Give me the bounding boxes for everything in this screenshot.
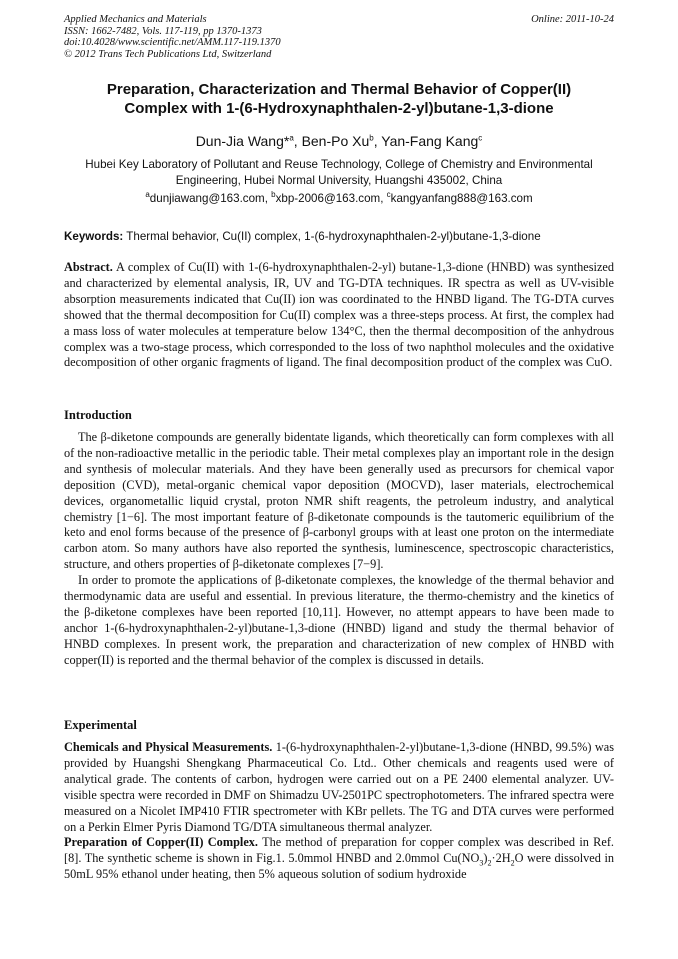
introduction-body <box>64 430 614 669</box>
keywords-text: Thermal behavior, Cu(II) complex, 1-(6-hydroxynaphthalen-2-yl)butane-1,3-dione <box>126 230 541 243</box>
author-1: Dun-Jia Wang* <box>195 133 290 149</box>
author-1-affil: a <box>289 133 294 143</box>
email-3-sup: c <box>386 190 391 200</box>
paper-title <box>64 80 614 118</box>
author-2: Ben-Po Xu <box>301 133 370 149</box>
introduction-heading: Introduction <box>64 408 132 422</box>
exp-paragraph-2 <box>64 835 614 883</box>
author-3: Yan-Fang Kang <box>381 133 479 149</box>
affiliation-line-2: Engineering, Hubei Normal University, Huangshi 435002, China <box>175 174 503 187</box>
intro-paragraph-1: The β-diketone compounds are generally bidentate ligands, which theoretically can form complexes with all of the non-radioactive metallic in the periodic table. Their metal complexes play an important role in the design and synthesis of molecular materials. And they have been generally used as precursors for chemical vapor deposition (CVD), metal-organic chemical vapor deposition (MOCVD), laser materials, electrochemical devices, organometallic liquid crystal, proton NMR shift reagents, the petroleum industry, and analytical chemistry [1−6]. The most important feature of β-diketonate compounds is the tautomeric equilibrium of the keto and enol forms because of the presence of β-carbonyl groups with at least one proton on the intermediate carbon atom. So many authors have also reported the synthesis, luminescence, spectroscopic characteristics, structure, and others properties of β-diketonate complexes [7−9]. <box>64 430 614 572</box>
formula-sub-2: 2 <box>487 858 492 868</box>
exp-text-2d: O were dissolved in 50mL 95% ethanol under heating, then 5% aqueous solution of sodium hydroxide <box>64 851 615 882</box>
experimental-body <box>64 740 614 883</box>
exp-text-1: 1-(6-hydroxynaphthalen-2-yl)butane-1,3-dione (HNBD, 99.5%) was provided by Huangshi Shengkang Pharmaceutical Co. Ltd.. Other chemicals and reagents used were of analytical grade. The contents of carbon, hydrogen were carried out on a PE 2400 elemental analyzer. UV-visible spectra were recorded in DMF on Shimadzu UV-2501PC spectrophotometers. The infrared spectra were measured on a Nicolet IMP410 FTIR spectrometer with KBr pellets. The TG and DTA curves were performed on a Perkin Elmer Pyris Diamond TG/DTA simultaneous thermal analyzer. <box>64 740 614 834</box>
formula-sub-3: 2 <box>510 858 515 868</box>
keywords-label: Keywords: <box>64 230 124 243</box>
email-1-sup: a <box>145 190 150 200</box>
author-3-affil: c <box>478 133 483 143</box>
formula-sub-1: 3 <box>479 858 484 868</box>
author-2-affil: b <box>369 133 374 143</box>
exp-text-2c: ·2H <box>491 851 511 866</box>
affiliation-line-1: Hubei Key Laboratory of Pollutant and Reuse Technology, College of Chemistry and Environmental <box>85 158 593 171</box>
abstract-label: Abstract. <box>64 260 113 274</box>
email-2-sup: b <box>271 190 276 200</box>
journal-header <box>64 14 614 60</box>
issn-line: ISSN: 1662-7482, Vols. 117-119, pp 1370-1373 <box>64 25 262 37</box>
email-2[interactable]: xbp-2006@163.com <box>275 192 381 205</box>
affiliation <box>60 157 618 189</box>
experimental-heading: Experimental <box>64 718 137 732</box>
abstract <box>64 260 614 371</box>
email-3[interactable]: kangyanfang888@163.com <box>390 192 533 205</box>
exp-subheading-2: Preparation of Copper(II) Complex. <box>64 835 259 850</box>
journal-name: Applied Mechanics and Materials <box>64 14 207 25</box>
online-date: Online: 2011-10-24 <box>531 14 614 25</box>
exp-text-2a: The method of preparation for copper complex was described in Ref. [8]. The synthetic scheme is shown in Fig.1. 5.0mmol HNBD and 2.0mmol Cu(NO <box>64 835 615 866</box>
email-1[interactable]: dunjiawang@163.com <box>149 192 265 205</box>
copyright-line: © 2012 Trans Tech Publications Ltd, Switzerland <box>64 48 272 60</box>
title-line-1: Preparation, Characterization and Thermal Behavior of Copper(II) <box>106 81 572 98</box>
intro-paragraph-2: In order to promote the applications of β-diketonate complexes, the knowledge of the thermal behavior and thermodynamic data are useful and essential. In previous literature, the thermo-chemistry and the kinetics of the β-diketone complexes have been reported [10,11]. However, no attempt appears to have been made to anchor 1-(6-hydroxynaphthalen-2-yl)butane-1,3-dione (HNBD) ligand and study the thermal behavior of HNBD complexes. In present work, the preparation and characterization of new complex of HNBD with copper(II) is reported and the thermal behavior of the complex is discussed in details. <box>64 573 614 667</box>
title-line-2: Complex with 1-(6-Hydroxynaphthalen-2-yl)butane-1,3-dione <box>124 100 554 117</box>
email-list: $^a$dunjiawang@163.com, $^b$xbp-2006@163.com, $^c$kangyanfang888@163.com <box>145 190 533 205</box>
doi-line: doi:10.4028/www.scientific.net/AMM.117-119.1370 <box>64 37 281 48</box>
exp-subheading-1: Chemicals and Physical Measurements. <box>64 740 273 754</box>
abstract-text: A complex of Cu(II) with 1-(6-hydroxynaphthalen-2-yl) butane-1,3-dione (HNBD) was synthesized and characterized by elemental analysis, IR, UV and TG-DTA techniques. IR spectra as well as UV-visible absorption measurements indicated that Cu(II) ion was coordinated to the HNBD ligand. The TG-DTA curves showed that the thermal decomposition for Cu(II) complex was a three-steps process. At first, the complex had a mass loss of water molecules at temperature below 134°C, then the thermal decomposition of the anhydrous complex was a two-stage process, which corresponded to the loss of two naphthol molecules and the oxidative decomposition of other organic fragments of ligand. The final decomposition product of the complex was CuO. <box>64 260 615 370</box>
keywords <box>64 230 614 243</box>
exp-text-2b: ) <box>483 851 488 866</box>
exp-paragraph-1 <box>64 740 614 835</box>
author-list: Dun-Jia Wang*$^a$, Ben-Po Xu$^b$, Yan-Fang Kang$^c$ <box>195 133 483 149</box>
